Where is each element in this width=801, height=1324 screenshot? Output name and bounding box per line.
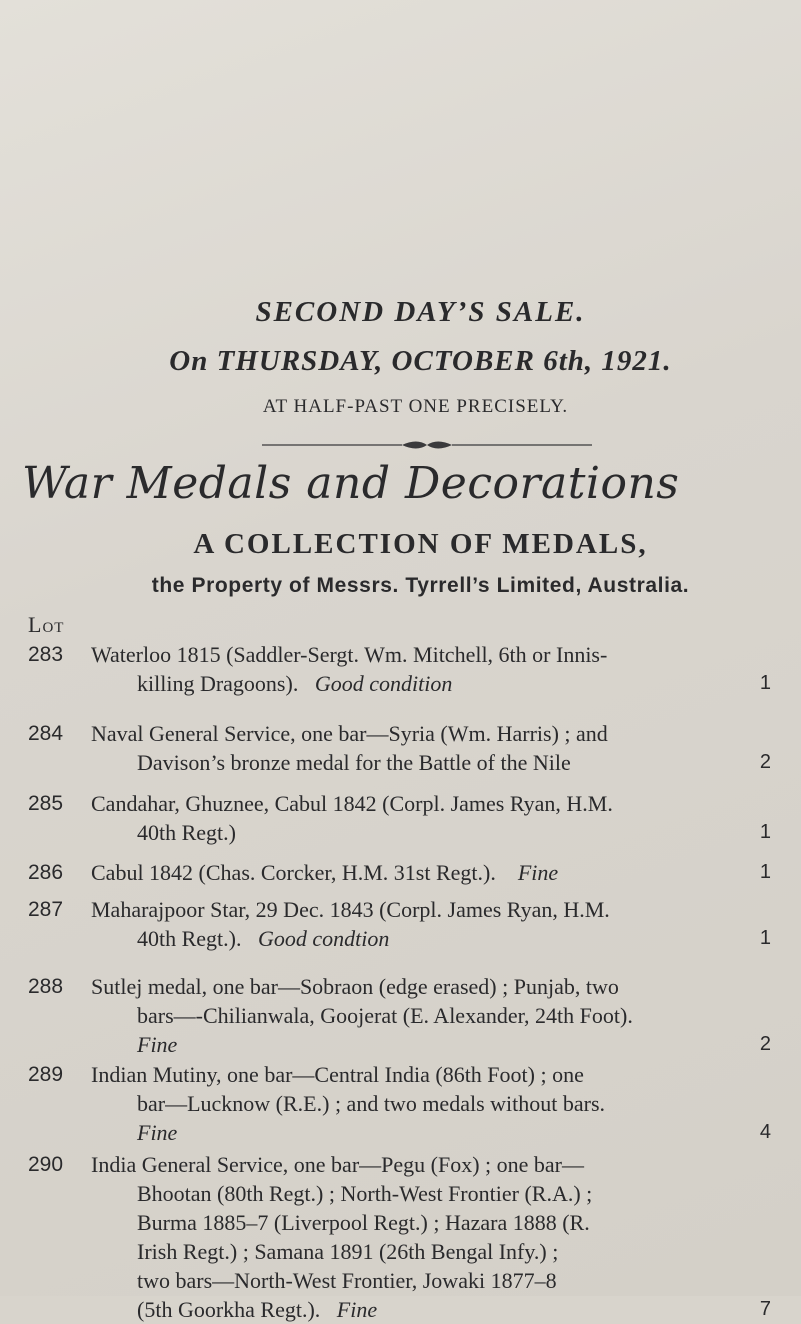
sale-date: On THURSDAY, OCTOBER 6th, 1921. bbox=[169, 345, 672, 377]
lot-description bbox=[91, 640, 779, 698]
lot-line: Naval General Service, one bar—Syria (Wm. Harris) ; and bbox=[91, 721, 608, 746]
lot-line: Bhootan (80th Regt.) ; North-West Frontier (R.A.) ; bbox=[137, 1181, 593, 1206]
lot-quantity: 2 bbox=[759, 1033, 771, 1055]
lot-line: Burma 1885–7 (Liverpool Regt.) ; Hazara 1888 (R. bbox=[137, 1210, 590, 1235]
lot-text: 40th Regt.). bbox=[137, 926, 242, 951]
lot-line: Maharajpoor Star, 29 Dec. 1843 (Corpl. James Ryan, H.M. bbox=[91, 897, 610, 922]
lot-condition: Fine bbox=[137, 1120, 178, 1145]
lot-line: bars—-Chilianwala, Goojerat (E. Alexander, 24th Foot). bbox=[137, 1003, 633, 1028]
lot-number: 290 bbox=[28, 1153, 64, 1176]
lot-number: 285 bbox=[28, 792, 64, 815]
sale-title: SECOND DAY’S SALE. bbox=[255, 296, 586, 328]
lot-quantity: 2 bbox=[759, 751, 771, 773]
lot-description bbox=[91, 972, 779, 1059]
lot-column-header: Lot bbox=[28, 612, 65, 637]
lot-last-line bbox=[91, 924, 779, 953]
lot-quantity: 4 bbox=[759, 1121, 771, 1143]
lot-condition: Fine bbox=[517, 860, 559, 885]
lot-number: 286 bbox=[28, 861, 64, 884]
lot-last-line bbox=[91, 858, 779, 887]
lot-last-line: 40th Regt.) bbox=[137, 820, 236, 845]
property-line: the Property of Messrs. Tyrrell’s Limited, Australia. bbox=[151, 574, 690, 597]
lot-number: 287 bbox=[28, 898, 64, 921]
lot-description bbox=[91, 858, 779, 887]
lot-last-line bbox=[91, 669, 779, 698]
lot-number: 284 bbox=[28, 722, 64, 745]
lot-line: Candahar, Ghuznee, Cabul 1842 (Corpl. James Ryan, H.M. bbox=[91, 791, 613, 816]
divider-ornament bbox=[262, 438, 592, 452]
lot-last-line bbox=[91, 1295, 779, 1324]
lot-line: bar—Lucknow (R.E.) ; and two medals without bars. bbox=[137, 1091, 606, 1116]
lot-text: killing Dragoons). bbox=[137, 671, 299, 696]
lot-quantity: 1 bbox=[759, 672, 771, 694]
lot-condition: Good condtion bbox=[258, 926, 390, 951]
lot-line: two bars—North-West Frontier, Jowaki 1877–8 bbox=[137, 1268, 557, 1293]
lot-condition: Fine bbox=[137, 1032, 178, 1057]
section-title: War Medals and Decorations bbox=[22, 458, 680, 509]
lot-quantity: 1 bbox=[759, 927, 771, 949]
lot-description bbox=[91, 1060, 779, 1147]
lot-text: (5th Goorkha Regt.). bbox=[137, 1297, 321, 1322]
lot-description bbox=[91, 895, 779, 953]
sale-time: AT HALF-PAST ONE PRECISELY. bbox=[262, 396, 569, 417]
lot-description bbox=[91, 1150, 779, 1324]
lot-description bbox=[91, 789, 779, 847]
lot-line: Indian Mutiny, one bar—Central India (86th Foot) ; one bbox=[91, 1062, 584, 1087]
lot-quantity: 7 bbox=[759, 1298, 771, 1320]
lot-number: 288 bbox=[28, 975, 64, 998]
lot-description bbox=[91, 719, 779, 777]
lot-condition: Good condition bbox=[314, 671, 453, 696]
lot-line: India General Service, one bar—Pegu (Fox) ; one bar— bbox=[91, 1152, 585, 1177]
lot-last-line: Davison’s bronze medal for the Battle of the Nile bbox=[137, 750, 571, 775]
lot-number: 289 bbox=[28, 1063, 64, 1086]
lot-line: Sutlej medal, one bar—Sobraon (edge erased) ; Punjab, two bbox=[91, 974, 619, 999]
lot-text: Cabul 1842 (Chas. Corcker, H.M. 31st Regt.). bbox=[91, 860, 496, 885]
lot-quantity: 1 bbox=[759, 861, 771, 883]
lot-line: Waterloo 1815 (Saddler-Sergt. Wm. Mitchell, 6th or Innis- bbox=[91, 642, 608, 667]
lot-condition: Fine bbox=[336, 1297, 378, 1322]
collection-title: A COLLECTION OF MEDALS, bbox=[193, 528, 648, 560]
lot-number: 283 bbox=[28, 643, 64, 666]
lot-quantity: 1 bbox=[759, 821, 771, 843]
lot-line: Irish Regt.) ; Samana 1891 (26th Bengal Infy.) ; bbox=[137, 1239, 559, 1264]
